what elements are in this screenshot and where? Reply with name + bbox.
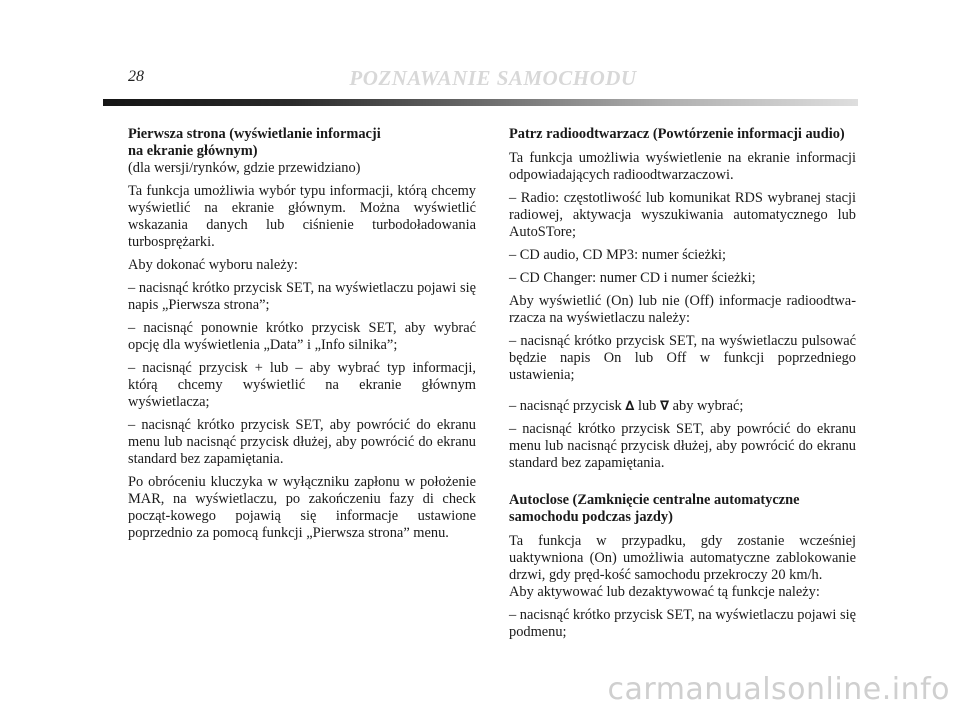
paragraph: – nacisnąć krótko przycisk SET, na wyświetlaczu pulsować będzie napis On lub Off w funkcji poprzedniego ustawienia; [509, 333, 856, 383]
paragraph: Ta funkcja w przypadku, gdy zostanie wcześniej uaktywniona (On) umożliwia automatyczne zablokowanie drzwi, gdy pręd-kość samochodu przekroczy 20 km/h. [509, 533, 856, 583]
heading-autoclose-line2: samochodu podczas jazdy) [509, 509, 673, 525]
triangle-down-icon: ∇ [659, 399, 670, 414]
paragraph: – nacisnąć krótko przycisk SET, aby powrócić do ekranu menu lub nacisnąć przycisk dłużej, aby powrócić do ekranu standard bez zapamiętania. [509, 421, 856, 471]
subheading-versions: (dla wersji/rynków, gdzie przewidziano) [128, 160, 361, 176]
paragraph: Aby aktywować lub dezaktywować tą funkcje należy: [509, 584, 820, 600]
paragraph: Po obróceniu kluczyka w wyłączniku zapłonu w położenie MAR, na wyświetlaczu, po zakończeniu fazy di check począt-kowego pojawią się informacje ustawione poprzednio za pomocą funkcji „Pierwsza strona” menu. [128, 474, 476, 541]
paragraph: – CD audio, CD MP3: numer ścieżki; [509, 247, 727, 263]
heading-radio-info: Patrz radioodtwarzacz (Powtórzenie informacji audio) [509, 126, 845, 142]
paragraph: – nacisnąć ponownie krótko przycisk SET, aby wybrać opcję dla wyświetlenia „Data” i „Info silnika”; [128, 320, 476, 353]
triangle-up-icon: ∆ [625, 399, 635, 414]
page-header [128, 68, 858, 92]
paragraph: – nacisnąć krótko przycisk SET, na wyświetlaczu pojawi się podmenu; [509, 607, 857, 640]
text: lub [637, 398, 657, 414]
heading-first-page-line1: Pierwsza strona (wyświetlanie informacji [128, 126, 381, 142]
left-column [128, 126, 476, 548]
paragraph: – nacisnąć przycisk + lub – aby wybrać typ informacji, którą chcemy wyświetlić na ekranie głównym wyświetlacza; [128, 360, 476, 410]
paragraph: – nacisnąć krótko przycisk SET, na wyświetlaczu pojawi się napis „Pierwsza strona”; [128, 280, 476, 313]
text: – nacisnąć przycisk [509, 398, 622, 414]
paragraph: – Radio: częstotliwość lub komunikat RDS wybranej stacji radiowej, aktywacja wyszukiwania automatycznego lub AutoSTore; [509, 190, 856, 240]
paragraph: Ta funkcja umożliwia wyświetlenie na ekranie informacji odpowiadających radioodtwarzaczowi. [509, 150, 856, 183]
paragraph: – CD Changer: numer CD i numer ścieżki; [509, 270, 756, 286]
header-divider-bar [103, 99, 858, 106]
paragraph: Aby dokonać wyboru należy: [128, 257, 298, 273]
paragraph: – nacisnąć krótko przycisk SET, aby powrócić do ekranu menu lub nacisnąć przycisk dłużej, aby powrócić do ekranu standard bez zapamiętania. [128, 417, 476, 467]
paragraph: Aby wyświetlić (On) lub nie (Off) informacje radioodtwa-rzacza na wyświetlaczu należy: [509, 293, 856, 326]
text: aby wybrać; [672, 398, 744, 414]
section-title: POZNAWANIE SAMOCHODU [349, 66, 637, 90]
paragraph: Ta funkcja umożliwia wybór typu informacji, którą chcemy wyświetlić na ekranie głównym. Można wyświetlić wskazania danych lub ciśnienie turbodoładowania turbosprężarki. [128, 183, 476, 250]
watermark: carmanualsonline.info [607, 672, 950, 707]
paragraph-arrows [509, 398, 856, 415]
right-column [509, 126, 856, 647]
page-number: 28 [128, 68, 144, 85]
heading-autoclose-line1: Autoclose (Zamknięcie centralne automatyczne [509, 492, 800, 508]
heading-first-page-line2: na ekranie głównym) [128, 143, 258, 159]
